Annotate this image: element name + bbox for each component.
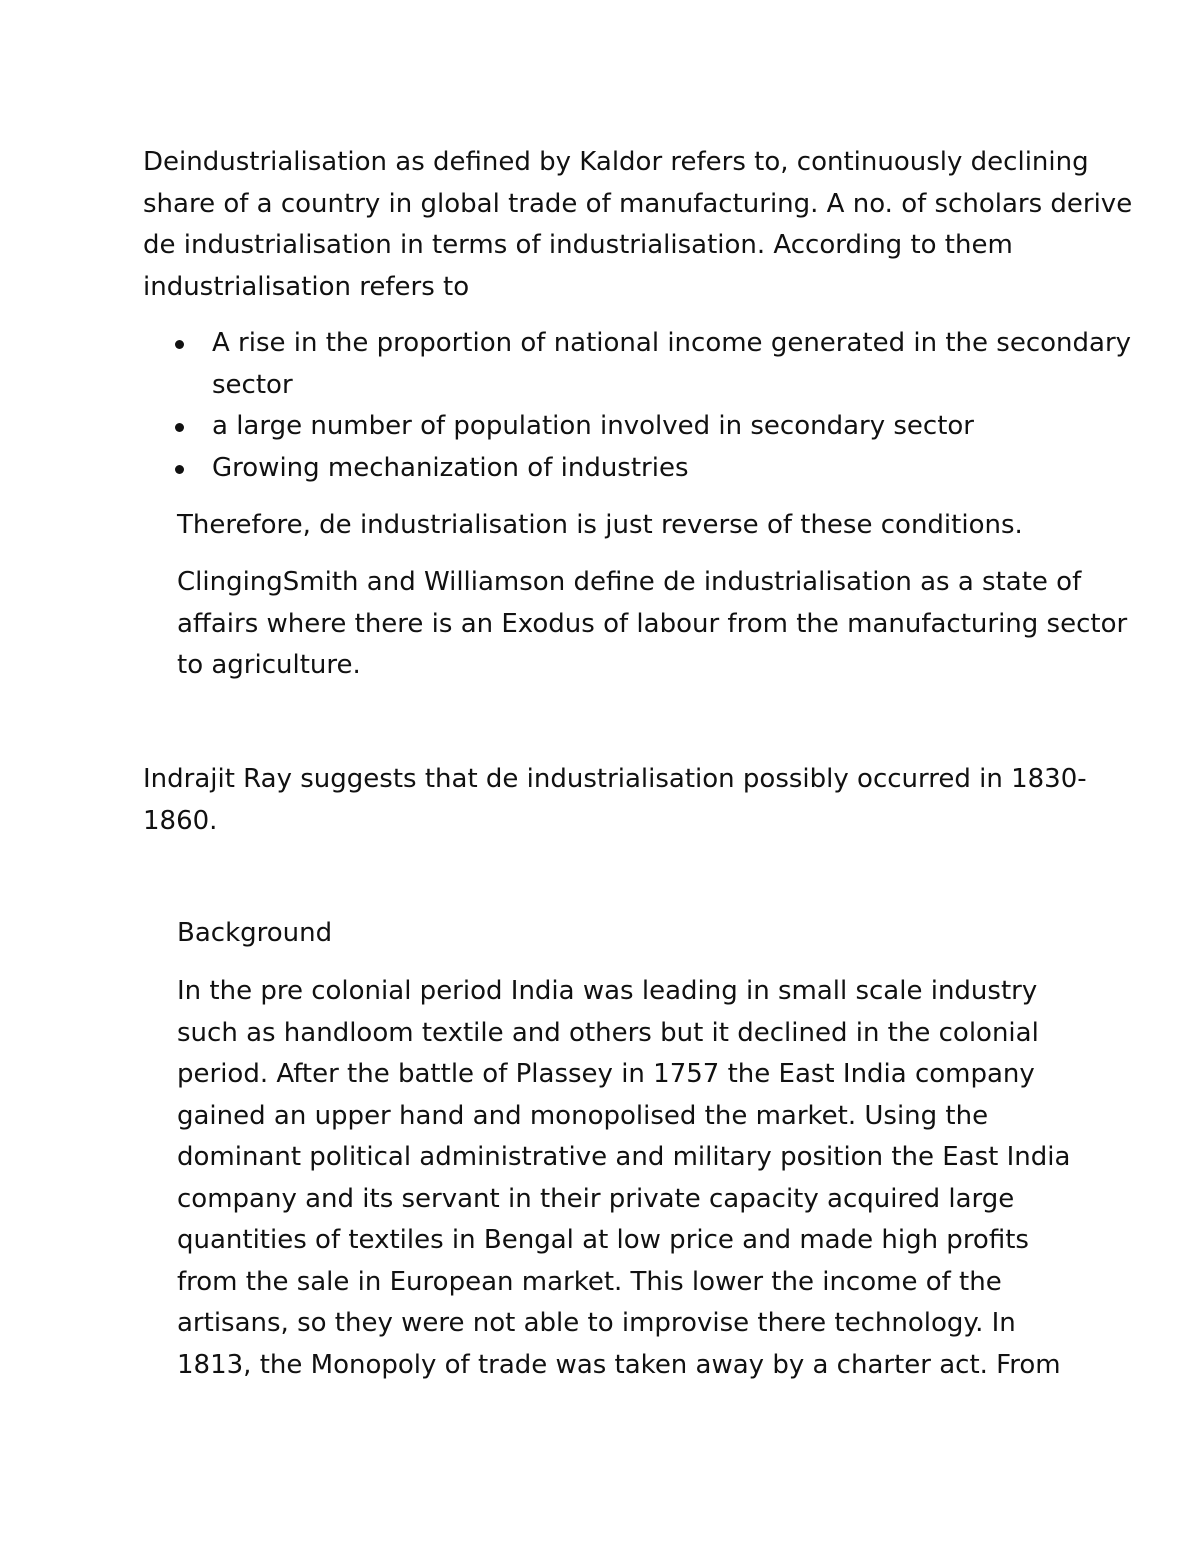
industrialisation-criteria-list	[172, 323, 1132, 489]
list-item-text: Growing mechanization of industries	[212, 452, 689, 483]
paragraph-kaldor-definition: Deindustrialisation as defined by Kaldor refers to, continuously declining share of a country in global trade of manufacturing. A no. of scholars derive de industrialisation in terms of industrialisation. According to them industrialisation refers to	[143, 147, 1133, 302]
list-item	[172, 406, 1132, 448]
section-heading-background: Background	[177, 918, 333, 948]
paragraph-indrajit-ray: Indrajit Ray suggests that de industrialisation possibly occurred in 1830-1860.	[143, 764, 1087, 836]
paragraph-clingingsmith-williamson: ClingingSmith and Williamson define de industrialisation as a state of affairs where there is an Exodus of labour from the manufacturing sector to agriculture.	[177, 567, 1128, 680]
list-item-text: a large number of population involved in secondary sector	[212, 411, 974, 441]
paragraph-therefore: Therefore, de industrialisation is just reverse of these conditions.	[177, 510, 1023, 540]
list-item-text: A rise in the proportion of national income generated in the secondary sector	[212, 328, 1132, 400]
paragraph-background: In the pre colonial period India was leading in small scale industry such as handloom textile and others but it declined in the colonial period. After the battle of Plassey in 1757 the East India company gained an upper hand and monopolised the market. Using the dominant political administrative and military position the East India company and its servant in their private capacity acquired large quantities of textiles in Bengal at low price and made high profits from the sale in European market. This lower the income of the artisans, so they were not able to improvise there technology. In 1813, the Monopoly of trade was taken away by a charter act. From	[177, 976, 1071, 1380]
bullet-icon	[175, 340, 184, 349]
list-item	[172, 323, 1132, 406]
bullet-icon	[175, 423, 184, 432]
list-item	[172, 448, 1132, 490]
bullet-icon	[175, 465, 184, 474]
